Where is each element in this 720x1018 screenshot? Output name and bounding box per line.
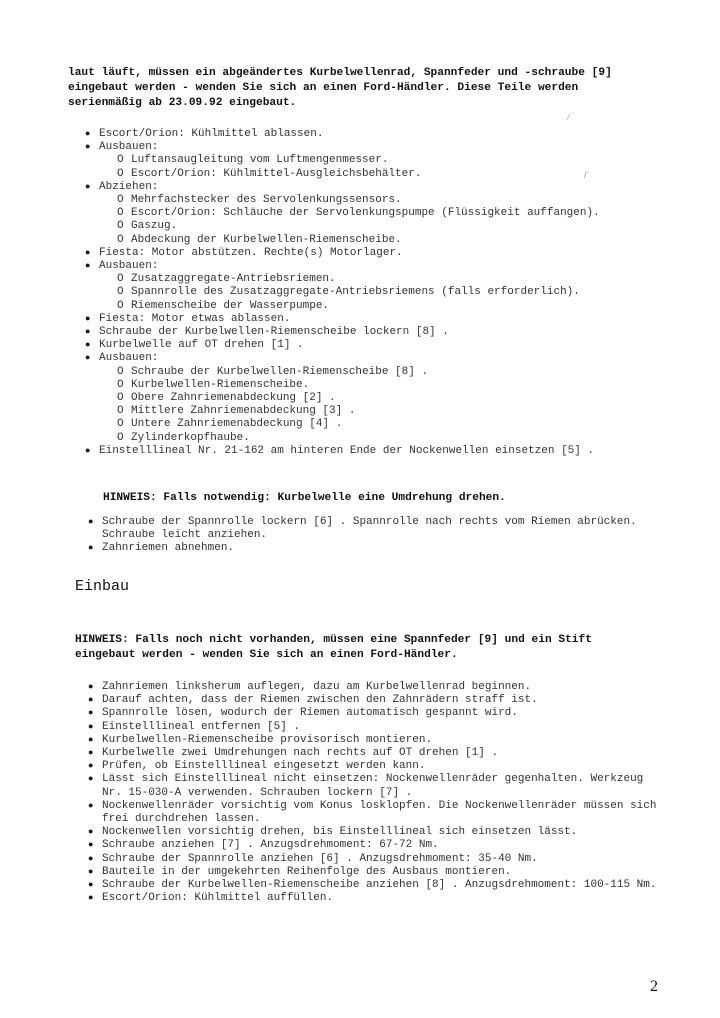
sub-list-item-text: Luftansaugleitung vom Luftmengenmesser. xyxy=(131,154,389,167)
sub-list-item-text: Schraube der Kurbelwellen-Riemenscheibe [8] . xyxy=(131,365,429,378)
list-item xyxy=(88,707,658,720)
sub-list-item-text: Escort/Orion: Kühlmittel-Ausgleichsbehälter. xyxy=(131,167,422,180)
sub-list xyxy=(99,154,665,180)
bullet-icon: ● xyxy=(85,142,91,153)
sub-list-item-text: Gaszug. xyxy=(131,220,178,233)
list-item xyxy=(88,773,658,799)
bullet-icon: ● xyxy=(88,517,94,527)
bullet-icon: ● xyxy=(85,353,91,364)
sub-list-item xyxy=(117,220,665,233)
hint-note-2: HINWEIS: Falls noch nicht vorhanden, müssen eine Spannfeder [9] und ein Stift eingebaut werden - wenden Sie sich an einen Ford-Händler. xyxy=(75,634,592,661)
bullet-icon: ● xyxy=(88,748,94,759)
list-item xyxy=(88,747,658,760)
sub-list-item xyxy=(117,273,665,286)
list-item xyxy=(85,445,665,458)
circle-bullet-icon: O xyxy=(117,431,124,444)
circle-bullet-icon: O xyxy=(117,365,124,378)
list-item xyxy=(88,760,658,773)
sub-list-item xyxy=(117,366,665,379)
bullet-icon: ● xyxy=(88,774,94,785)
bullet-icon: ● xyxy=(85,445,91,456)
list-item-text: Ausbauen: xyxy=(99,352,159,365)
bullet-icon: ● xyxy=(88,543,94,554)
removal-steps-list-2 xyxy=(88,516,648,556)
circle-bullet-icon: O xyxy=(117,405,124,418)
sub-list-item-text: Zylinderkopfhaube. xyxy=(131,431,250,444)
sub-list-item xyxy=(117,286,665,299)
bullet-icon: ● xyxy=(88,708,94,719)
circle-bullet-icon: O xyxy=(117,207,124,220)
circle-bullet-icon: O xyxy=(117,378,124,391)
sub-list-item xyxy=(117,194,665,207)
bullet-icon: ● xyxy=(88,880,94,891)
sub-list-item-text: Abdeckung der Kurbelwellen-Riemenscheibe. xyxy=(131,233,402,246)
sub-list-item-text: Obere Zahnriemenabdeckung [2] . xyxy=(131,392,336,405)
circle-bullet-icon: O xyxy=(117,233,124,246)
sub-list-item-text: Spannrolle des Zusatzaggregate-Antriebsriemens (falls erforderlich). xyxy=(131,286,580,299)
list-item xyxy=(88,721,658,734)
sub-list-item xyxy=(117,418,665,431)
list-item-text: Lässt sich Einstelllineal nicht einsetzen: Nockenwellenräder gegenhalten. Werkzeug Nr. 15-030-A verwenden. Schrauben lockern [7] . xyxy=(102,773,644,799)
list-item-text: Zahnriemen linksherum auflegen, dazu am Kurbelwellenrad beginnen. xyxy=(102,681,532,693)
circle-bullet-icon: O xyxy=(117,299,124,312)
circle-bullet-icon: O xyxy=(117,220,124,233)
list-item xyxy=(88,892,658,905)
scan-artifact: /ˊ xyxy=(584,170,590,180)
list-item xyxy=(85,352,665,444)
list-item xyxy=(88,734,658,747)
list-item-text: Bauteile in der umgekehrten Reihenfolge des Ausbaus montieren. xyxy=(102,865,512,878)
list-item-text: Schraube der Spannrolle lockern [6] . Spannrolle nach rechts vom Riemen abrücken. Schraube leicht anziehen. xyxy=(102,516,637,542)
circle-bullet-icon: O xyxy=(117,286,124,299)
sub-list-item xyxy=(117,432,665,445)
sub-list-item xyxy=(117,154,665,167)
bullet-icon: ● xyxy=(85,181,91,192)
list-item xyxy=(88,879,658,892)
removal-steps-list xyxy=(85,128,665,458)
list-item-text: Escort/Orion: Kühlmittel ablassen. xyxy=(99,128,324,140)
list-item xyxy=(85,141,665,181)
bullet-icon: ● xyxy=(85,129,91,139)
list-item xyxy=(85,260,665,313)
list-item xyxy=(88,853,658,866)
sub-list xyxy=(99,366,665,445)
bullet-icon: ● xyxy=(85,261,91,272)
list-item xyxy=(88,694,658,707)
list-item-text: Ausbauen: xyxy=(99,260,159,273)
list-item-text: Einstelllineal entfernen [5] . xyxy=(102,720,301,733)
list-item-text: Schraube der Kurbelwellen-Riemenscheibe lockern [8] . xyxy=(99,326,449,339)
list-item-text: Ausbauen: xyxy=(99,141,159,154)
sub-list-item xyxy=(117,405,665,418)
bullet-icon: ● xyxy=(88,721,94,732)
circle-bullet-icon: O xyxy=(117,154,124,167)
sub-list-item xyxy=(117,168,665,181)
sub-list-item xyxy=(117,379,665,392)
sub-list xyxy=(99,194,665,247)
list-item-text: Spannrolle lösen, wodurch der Riemen automatisch gespannt wird. xyxy=(102,707,518,720)
circle-bullet-icon: O xyxy=(117,273,124,286)
circle-bullet-icon: O xyxy=(117,167,124,180)
bullet-icon: ● xyxy=(88,840,94,851)
list-item-text: Nockenwellenräder vorsichtig vom Konus losklopfen. Die Nockenwellenräder müssen sich frei durchdrehen lassen. xyxy=(102,799,657,826)
bullet-icon: ● xyxy=(88,695,94,706)
list-item-text: Kurbelwelle zwei Umdrehungen nach rechts auf OT drehen [1] . xyxy=(102,747,499,760)
list-item-text: Kurbelwelle auf OT drehen [1] . xyxy=(99,339,304,352)
bullet-icon: ● xyxy=(85,327,91,338)
bullet-icon: ● xyxy=(85,340,91,351)
install-steps-list xyxy=(88,681,658,905)
sub-list-item xyxy=(117,207,665,220)
list-item xyxy=(88,839,658,852)
bullet-icon: ● xyxy=(88,800,94,811)
sub-list-item-text: Untere Zahnriemenabdeckung [4] . xyxy=(131,418,343,431)
page-number: 2 xyxy=(650,978,658,995)
sub-list-item-text: Riemenscheibe der Wasserpumpe. xyxy=(131,299,330,312)
list-item xyxy=(85,313,665,326)
list-item xyxy=(88,681,658,694)
bullet-icon: ● xyxy=(85,247,91,258)
sub-list-item-text: Escort/Orion: Schläuche der Servolenkungspumpe (Flüssigkeit auffangen). xyxy=(131,207,600,220)
list-item xyxy=(85,247,665,260)
list-item xyxy=(85,128,665,141)
section-heading-einbau: Einbau xyxy=(75,578,130,595)
bullet-icon: ● xyxy=(88,761,94,772)
bullet-icon: ● xyxy=(88,682,94,692)
list-item xyxy=(88,826,658,839)
sub-list xyxy=(99,273,665,313)
list-item-text: Abziehen: xyxy=(99,180,159,193)
list-item-text: Fiesta: Motor abstützen. Rechte(s) Motorlager. xyxy=(99,246,403,259)
circle-bullet-icon: O xyxy=(117,418,124,431)
list-item-text: Schraube der Spannrolle anziehen [6] . Anzugsdrehmoment: 35-40 Nm. xyxy=(102,852,538,865)
list-item-text: Schraube anziehen [7] . Anzugsdrehmoment: 67-72 Nm. xyxy=(102,839,439,852)
sub-list-item xyxy=(117,392,665,405)
sub-list-item xyxy=(117,234,665,247)
sub-list-item-text: Mittlere Zahnriemenabdeckung [3] . xyxy=(131,405,356,418)
sub-list-item-text: Kurbelwellen-Riemenscheibe. xyxy=(131,378,310,391)
list-item xyxy=(88,542,648,555)
sub-list-item-text: Mehrfachstecker des Servolenkungssensors. xyxy=(131,194,402,207)
list-item-text: Zahnriemen abnehmen. xyxy=(102,542,235,555)
bullet-icon: ● xyxy=(85,313,91,324)
list-item-text: Darauf achten, dass der Riemen zwischen den Zahnrädern straff ist. xyxy=(102,694,538,707)
list-item-text: Nockenwellen vorsichtig drehen, bis Einstelllineal sich einsetzen lässt. xyxy=(102,826,578,839)
bullet-icon: ● xyxy=(88,893,94,904)
bullet-icon: ● xyxy=(88,853,94,864)
bullet-icon: ● xyxy=(88,866,94,877)
circle-bullet-icon: O xyxy=(117,194,124,207)
list-item xyxy=(85,181,665,247)
sub-list-item xyxy=(117,300,665,313)
scan-artifact: ⁄ ˙ xyxy=(568,112,576,122)
list-item-text: Kurbelwellen-Riemenscheibe provisorisch montieren. xyxy=(102,733,433,746)
list-item xyxy=(85,326,665,339)
list-item-text: Einstelllineal Nr. 21-162 am hinteren Ende der Nockenwellen einsetzen [5] . xyxy=(99,444,595,457)
bullet-icon: ● xyxy=(88,734,94,745)
list-item-text: Escort/Orion: Kühlmittel auffüllen. xyxy=(102,892,334,905)
list-item xyxy=(85,339,665,352)
sub-list-item-text: Zusatzaggregate-Antriebsriemen. xyxy=(131,273,336,286)
intro-paragraph: laut läuft, müssen ein abgeändertes Kurbelwellenrad, Spannfeder und -schraube [9] eingebaut werden - wenden Sie sich an einen Ford-Händler. Diese Teile werden serienmäßig ab 23.09.92 eingebaut. xyxy=(68,67,612,109)
list-item xyxy=(88,516,648,542)
list-item-text: Schraube der Kurbelwellen-Riemenscheibe anziehen [8] . Anzugsdrehmoment: 100-115 Nm. xyxy=(102,879,657,892)
hint-note-1: HINWEIS: Falls notwendig: Kurbelwelle eine Umdrehung drehen. xyxy=(103,492,506,504)
circle-bullet-icon: O xyxy=(117,392,124,405)
list-item-text: Prüfen, ob Einstelllineal eingesetzt werden kann. xyxy=(102,760,426,773)
list-item xyxy=(88,866,658,879)
list-item xyxy=(88,800,658,826)
bullet-icon: ● xyxy=(88,827,94,838)
list-item-text: Fiesta: Motor etwas ablassen. xyxy=(99,312,291,325)
